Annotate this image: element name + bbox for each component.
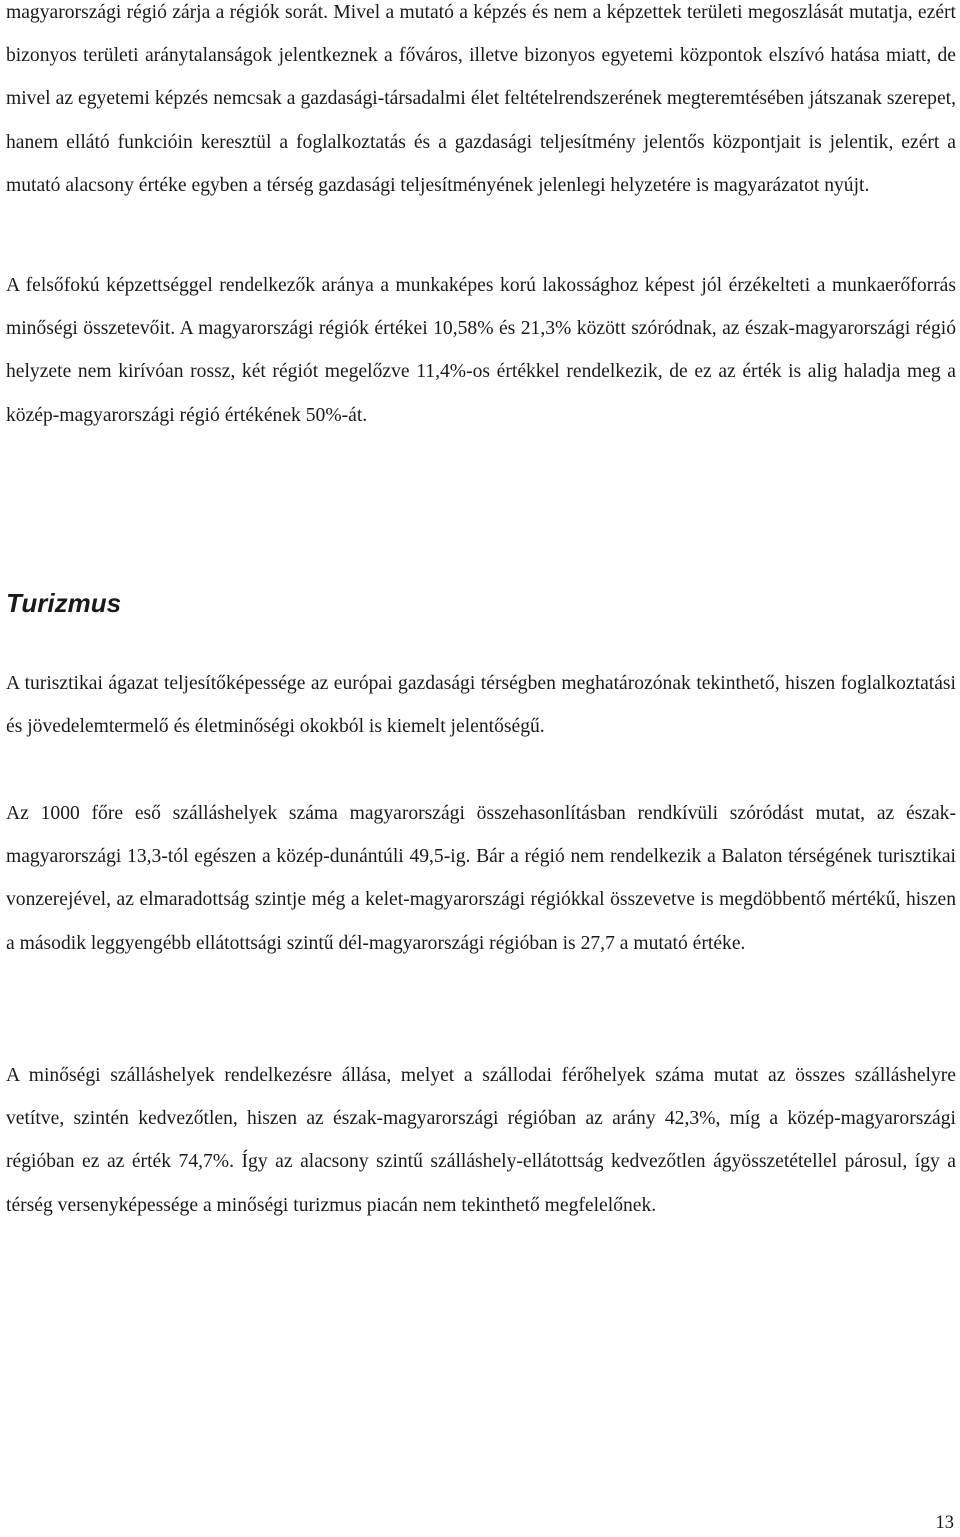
paragraph-accommodation-count: Az 1000 főre eső szálláshelyek száma magyarországi összehasonlításban rendkívüli szóródást mutat, az észak-magyarországi 13,3-tól egészen a közép-dunántúli 49,5-ig. Bár a régió nem rendelkezik a Balaton térségének turisztikai vonzerejével, az elmaradottság szintje még a kelet-magyarországi régiókkal összevetve is megdöbbentő mértékű, hiszen a második leggyengébb ellátottsági szintű dél-magyarországi régióban is 27,7 a mutató értéke. (6, 803, 956, 954)
paragraph-higher-education-ratio: A felsőfokú képzettséggel rendelkezők aránya a munkaképes korú lakossághoz képest jól érzékelteti a munkaerőforrás minőségi összetevőit. A magyarországi régiók értékei 10,58% és 21,3% között szóródnak, az észak-magyarországi régió helyzete nem kirívóan rossz, két régiót megelőzve 11,4%-os értékkel rendelkezik, de ez az érték is alig haladja meg a közép-magyarországi régió értékének 50%-át. (6, 275, 956, 426)
section-heading-tourism: Turizmus (6, 588, 122, 618)
paragraph-tourism-intro: A turisztikai ágazat teljesítőképessége az európai gazdasági térségben meghatározónak tekinthető, hiszen foglalkoztatási és jövedelemtermelő és életminőségi okokból is kiemelt jelentőségű. (6, 673, 956, 738)
page-number: 13 (935, 1513, 954, 1533)
paragraph-quality-accommodation: A minőségi szálláshelyek rendelkezésre állása, melyet a szállodai férőhelyek száma mutat az összes szálláshelyre vetítve, szintén kedvezőtlen, hiszen az észak-magyarországi régióban az arány 42,3%, míg a közép-magyarországi régióban ez az érték 74,7%. Így az alacsony szintű szálláshely-ellátottság kedvezőtlen ágyösszetétellel párosul, így a térség versenyképessége a minőségi turizmus piacán nem tekinthető megfelelőnek. (6, 1065, 956, 1216)
paragraph-regional-education: magyarországi régió zárja a régiók sorát. Mivel a mutató a képzés és nem a képzettek területi megoszlását mutatja, ezért bizonyos területi aránytalanságok jelentkeznek a főváros, illetve bizonyos egyetemi központok elszívó hatása miatt, de mivel az egyetemi képzés nemcsak a gazdasági-társadalmi élet feltételrendszerének megteremtésében játszanak szerepet, hanem ellátó funkcióin keresztül a foglalkoztatás és a gazdasági teljesítmény jelentős központjait is jelentik, ezért a mutató alacsony értéke egyben a térség gazdasági teljesítményének jelenlegi helyzetére is magyarázatot nyújt. (6, 2, 956, 196)
